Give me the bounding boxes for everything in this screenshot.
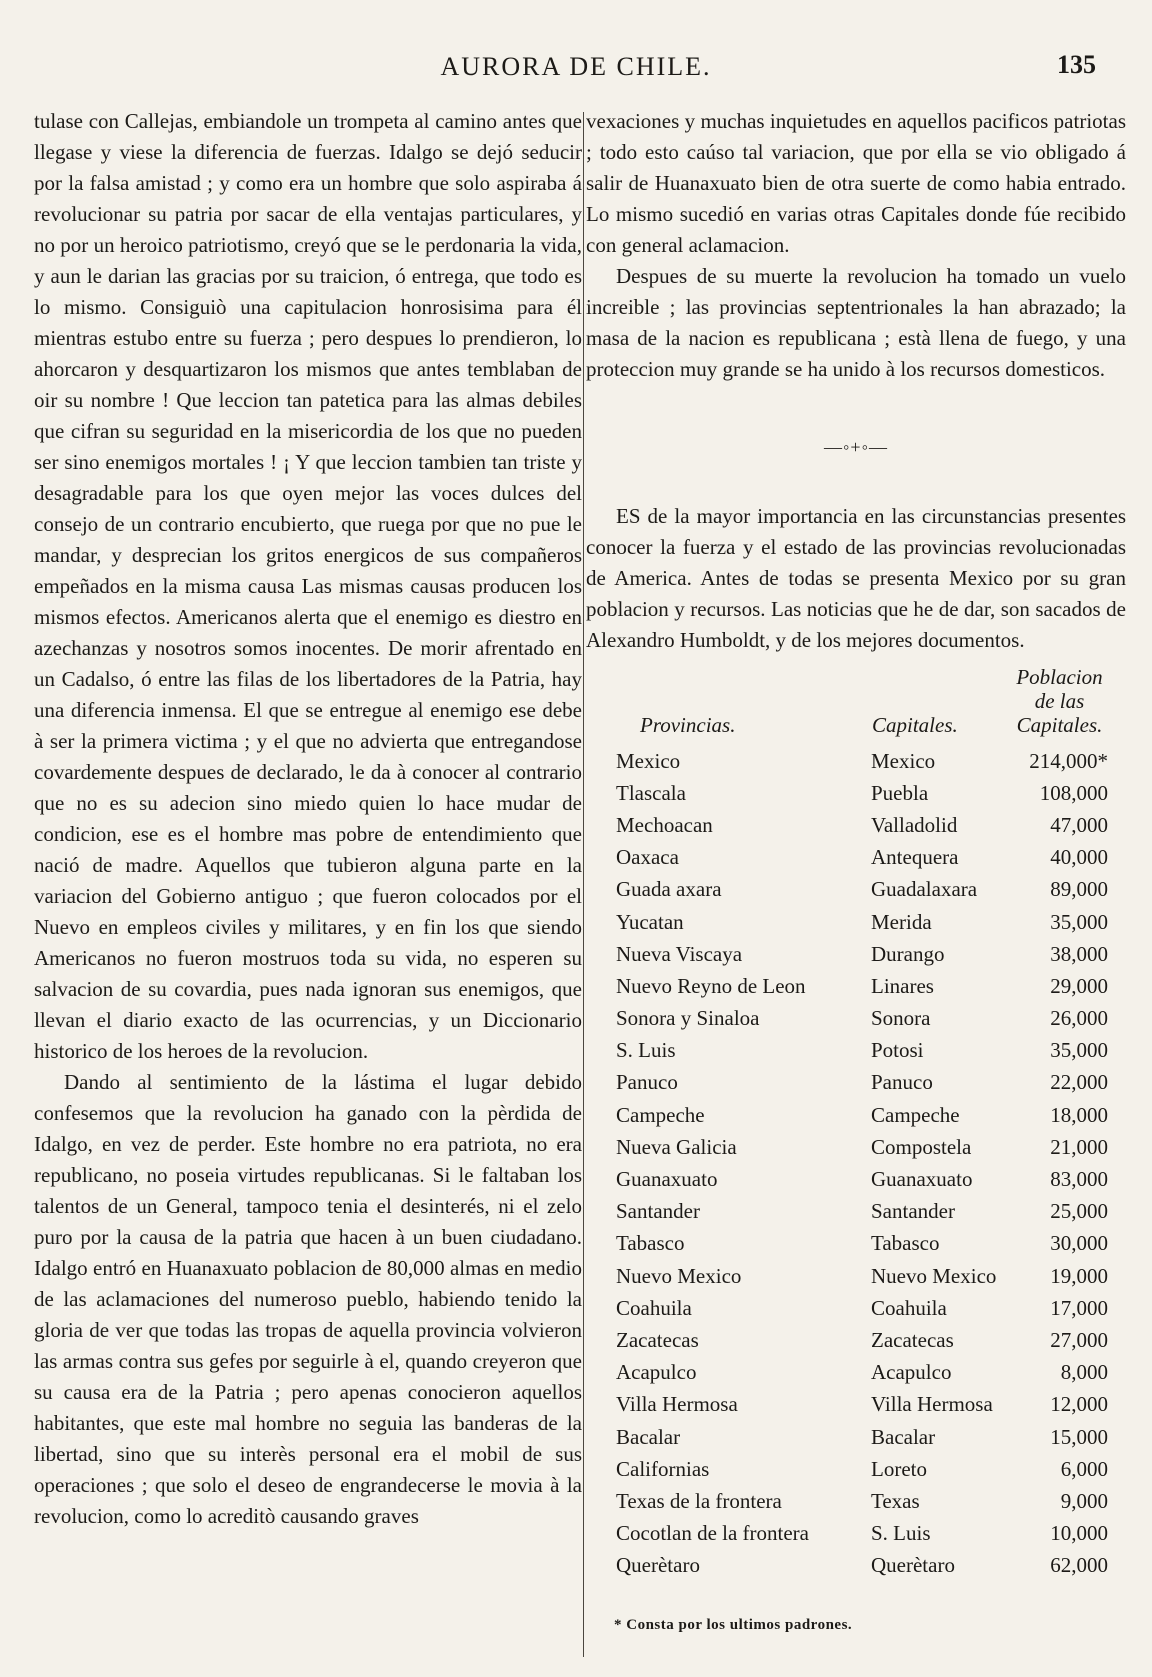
capital-cell: Coahuila (871, 1295, 947, 1320)
capital-cell: Querètaro (871, 1553, 955, 1578)
population-cell: 26,000 (1050, 1006, 1108, 1031)
table-row (616, 1518, 1116, 1550)
province-cell: Texas de la frontera (616, 1488, 782, 1513)
population-cell: 12,000 (1050, 1392, 1108, 1417)
capital-cell: Merida (871, 909, 932, 934)
section-gap (586, 393, 1126, 427)
capital-cell: Antequera (871, 845, 959, 870)
population-cell: 15,000 (1050, 1424, 1108, 1449)
header-provinces: Provincias. (640, 713, 736, 737)
province-cell: Guada axara (616, 877, 722, 902)
province-cell: Panuco (616, 1070, 678, 1095)
population-cell: 40,000 (1050, 845, 1108, 870)
province-cell: S. Luis (616, 1038, 676, 1063)
page-number: 135 (1057, 50, 1096, 79)
population-cell: 35,000 (1050, 909, 1108, 934)
population-cell: 29,000 (1050, 973, 1108, 998)
population-cell: 19,000 (1050, 1263, 1108, 1288)
capital-cell: Zacatecas (871, 1327, 954, 1352)
population-cell: 22,000 (1050, 1070, 1108, 1095)
province-cell: Sonora y Sinaloa (616, 1006, 760, 1031)
capital-cell: Loreto (871, 1456, 927, 1481)
population-cell: 83,000 (1050, 1167, 1108, 1192)
capital-cell: S. Luis (871, 1521, 931, 1546)
capital-cell: Santander (871, 1199, 955, 1224)
table-row (616, 1163, 1116, 1195)
province-cell: Yucatan (616, 909, 684, 934)
right-paragraph-1: vexaciones y muchas inquietudes en aquellos pacificos patriotas ; todo esto caúso tal variacion, que por ella se vio obligado á salir de Huanaxuato bien de otra suerte de como habia entrado. Lo mismo sucedió en varias otras Capitales donde fúe recibido con general aclamacion. (586, 109, 1126, 257)
table-row (616, 938, 1116, 970)
left-paragraph-2: Dando al sentimiento de la lástima el lugar debido confesemos que la revolucion ha ganado con la pèrdida de Idalgo, en vez de perder. Este hombre no era patriota, no era republicano, no poseia virtudes republicanas. Si le faltaban los talentos de un General, tampoco tenia el desinterés, ni el zelo puro por la causa de la patria que hacen à un buen ciudadano. Idalgo entró en Huanaxuato poblacion de 80,000 almas en medio de las aclamaciones del numeroso pueblo, habiendo tenido la gloria de ver que todas las tropas de aquella provincia volvieron las armas contra sus gefes por seguirle à el, quando creyeron que su causa era de la Patria ; pero apenas conocieron aquellos habitantes, que este mal hombre no seguia las banderas de la libertad, sino que su interès personal era el mobil de sus operaciones ; que solo el deseo de engrandecerse le movia à la revolucion, como lo acreditò causando graves (34, 1070, 582, 1528)
province-cell: Campeche (616, 1102, 705, 1127)
population-cell: 62,000 (1050, 1553, 1108, 1578)
table-row (616, 1453, 1116, 1485)
table-row (616, 1292, 1116, 1324)
province-cell: Nueva Galicia (616, 1134, 737, 1159)
capital-cell: Puebla (871, 780, 929, 805)
section-ornament: —◦+◦— (824, 437, 888, 457)
province-cell: Querètaro (616, 1553, 700, 1578)
capital-cell: Durango (871, 941, 945, 966)
capital-cell: Potosi (871, 1038, 924, 1063)
column-divider (583, 112, 584, 1657)
capital-cell: Guanaxuato (871, 1167, 973, 1192)
capital-cell: Panuco (871, 1070, 933, 1095)
table-row (616, 1421, 1116, 1453)
right-paragraph-2: Despues de su muerte la revolucion ha tomado un vuelo increible ; las provincias septentrionales la han abrazado; la masa de la nacion es republicana ; està llena de fuego, y una proteccion muy grande se ha unido à los recursos domesticos. (586, 264, 1126, 381)
left-column (34, 106, 582, 1532)
table-row (616, 906, 1116, 938)
capital-cell: Tabasco (871, 1231, 940, 1256)
population-cell: 9,000 (1060, 1488, 1108, 1513)
population-cell: 35,000 (1050, 1038, 1108, 1063)
table-row (616, 1389, 1116, 1421)
right-column (586, 106, 1126, 1641)
capital-cell: Villa Hermosa (871, 1392, 993, 1417)
table-row (616, 1067, 1116, 1099)
table-row (616, 1324, 1116, 1356)
capital-cell: Texas (871, 1488, 920, 1513)
capital-cell: Nuevo Mexico (871, 1263, 997, 1288)
table-row (616, 777, 1116, 809)
table-row (616, 1357, 1116, 1389)
table-row (616, 809, 1116, 841)
header-capitals: Capitales. (872, 713, 958, 737)
left-paragraph-1: tulase con Callejas, embiandole un trompeta al camino antes que llegase y viese la diferencia de fuerzas. Idalgo se dejó seducir por la falsa amistad ; y como era un hombre que solo aspiraba á revolucionar su patria por sacar de ella ventajas particulares, y no por un heroico patriotismo, creyó que se le perdonaria la vida, y aun le darian las gracias por su traicion, ó entrega, que todo es lo mismo. Consiguiò una capitulacion honrosisima para él mientras estubo entre su fuerza ; pero despues lo prendieron, lo ahorcaron y desquartizaron los mismos que antes temblaban de oir su nombre ! Que leccion tan patetica para las almas debiles que cifran su seguridad en la misericordia de los que no pueden ser sino enemigos mortales ! ¡ Y que leccion tambien tan triste y desagradable para los que oyen mejor las voces dulces del consejo de un contrario encubierto, que ruega por que no pue le mandar, y desprecian los gritos energicos de sus compañeros empeñados en la misma causa Las mismas causas producen los mismos efectos. Americanos alerta que el enemigo es diestro en azechanzas y nosotros somos inocentes. De morir afrentado en un Cadalso, ó entre las filas de los libertadores de la Patria, hay una diferencia inmensa. El que se entregue al enemigo ese debe à ser la primera victima ; y el que no advierta que entregandose covardemente despues de declarado, le da à conocer al contrario que no es su adecion sino miedo quien lo hace mudar de condicion, ese es el hombre mas pobre de entendimiento que nació de madre. Aquellos que tubieron alguna parte en la variacion del Gobierno antiguo ; que fueron colocados por el Nuevo en empleos civiles y militares, y en fin los que siendo Americanos no fueron mostruos toda su vida, no esperen su salvacion de su covardia, pues nada ignoran sus enemigos, que llevan el diario exacto de las ocurrencias, y un Diccionario historico de los heroes de la revolucion. (34, 109, 582, 1063)
population-cell: 89,000 (1050, 877, 1108, 902)
table-row (616, 1228, 1116, 1260)
province-cell: Villa Hermosa (616, 1392, 738, 1417)
table-row (616, 842, 1116, 874)
province-cell: Nuevo Mexico (616, 1263, 742, 1288)
population-cell: 27,000 (1050, 1327, 1108, 1352)
province-cell: Cocotlan de la frontera (616, 1521, 809, 1546)
capital-cell: Sonora (871, 1006, 931, 1031)
table-row (616, 1131, 1116, 1163)
province-cell: Guanaxuato (616, 1167, 718, 1192)
province-cell: Zacatecas (616, 1327, 699, 1352)
province-cell: Acapulco (616, 1360, 697, 1385)
article-intro: ES de la mayor importancia en las circunstancias presentes conocer la fuerza y el estado de las provincias revolucionadas de America. Antes de todas se presenta Mexico por su gran poblacion y recursos. Las noticias que he de dar, son sacados de Alexandro Humboldt, y de los mejores documentos. (586, 504, 1126, 652)
section-gap (586, 467, 1126, 501)
capital-cell: Acapulco (871, 1360, 952, 1385)
province-cell: Mechoacan (616, 812, 713, 837)
table-row (616, 1550, 1116, 1582)
province-cell: Oaxaca (616, 845, 679, 870)
population-cell: 17,000 (1050, 1295, 1108, 1320)
header-population: Poblacion de las Capitales. (1016, 665, 1103, 737)
capital-cell: Bacalar (871, 1424, 936, 1449)
table-row (616, 1196, 1116, 1228)
population-cell: 30,000 (1050, 1231, 1108, 1256)
population-table (616, 664, 1116, 1582)
population-cell: 25,000 (1050, 1199, 1108, 1224)
population-cell: 47,000 (1050, 812, 1108, 837)
table-row (616, 970, 1116, 1002)
population-cell: 8,000 (1060, 1360, 1108, 1385)
province-cell: Santander (616, 1199, 700, 1224)
footnote: * Consta por los ultimos padrones. (614, 1616, 853, 1633)
capital-cell: Guadalaxara (871, 877, 978, 902)
table-row (616, 1099, 1116, 1131)
table-body (616, 745, 1116, 1582)
population-cell: 108,000 (1039, 780, 1108, 805)
province-cell: Coahuila (616, 1295, 692, 1320)
capital-cell: Campeche (871, 1102, 960, 1127)
table-row (616, 1260, 1116, 1292)
table-row (616, 1035, 1116, 1067)
running-header-title: AURORA DE CHILE. (440, 52, 712, 81)
capital-cell: Valladolid (871, 812, 958, 837)
capital-cell: Mexico (871, 748, 936, 773)
population-cell: 214,000* (1029, 748, 1108, 773)
population-cell: 18,000 (1050, 1102, 1108, 1127)
table-header-row (616, 664, 1116, 745)
table-row (616, 745, 1116, 777)
province-cell: Bacalar (616, 1424, 681, 1449)
table-row (616, 1003, 1116, 1035)
table-row (616, 874, 1116, 906)
province-cell: Tabasco (616, 1231, 685, 1256)
table-row (616, 1485, 1116, 1517)
population-cell: 10,000 (1050, 1521, 1108, 1546)
province-cell: Nueva Viscaya (616, 941, 743, 966)
population-cell: 6,000 (1060, 1456, 1108, 1481)
capital-cell: Compostela (871, 1134, 972, 1159)
population-cell: 38,000 (1050, 941, 1108, 966)
province-cell: Californias (616, 1456, 710, 1481)
province-cell: Mexico (616, 748, 681, 773)
province-cell: Nuevo Reyno de Leon (616, 973, 806, 998)
capital-cell: Linares (871, 973, 934, 998)
population-cell: 21,000 (1050, 1134, 1108, 1159)
province-cell: Tlascala (616, 780, 686, 805)
